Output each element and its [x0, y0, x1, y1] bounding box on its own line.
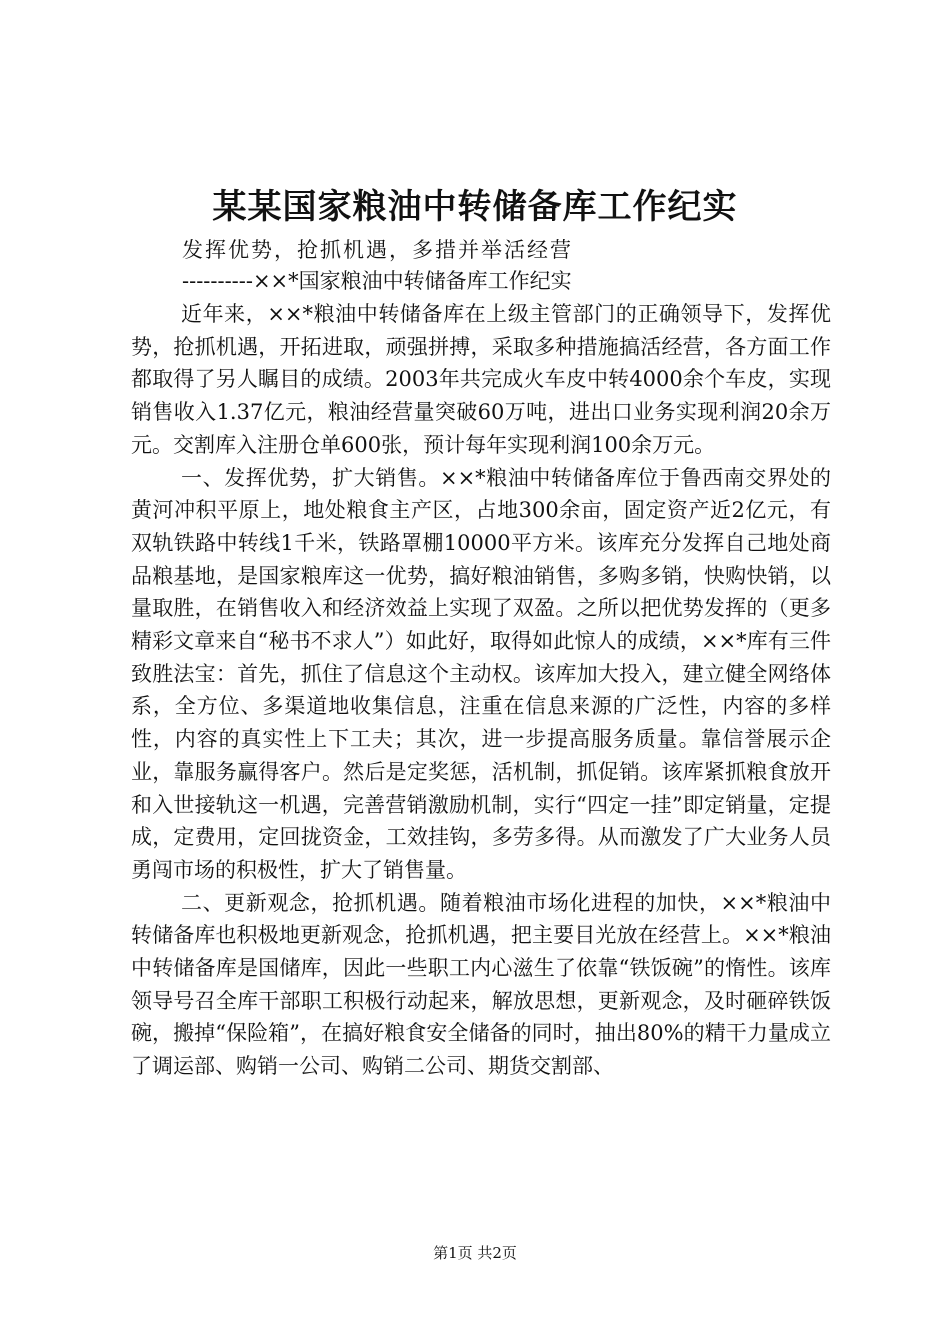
page-number-footer: 第1页 共2页	[433, 1244, 517, 1262]
paragraph-intro: 近年来，××*粮油中转储备库在上级主管部门的正确领导下，发挥优势，抢抓机遇，开拓进取，顽强拼搏，采取多种措施搞活经营，各方面工作都取得了另人瞩目的成绩。2003年共完成火车皮中转4000余个车皮，实现销售收入1.37亿元，粮油经营量突破60万吨，进出口业务实现利润20余万元。交割库入注册仓单600张，预计每年实现利润100余万元。	[131, 302, 831, 457]
paragraph-section-two: 二、更新观念，抢抓机遇。随着粮油市场化进程的加快，××*粮油中转储备库也积极地更新观念，抢抓机遇，把主要目光放在经营上。××*粮油中转储备库是国储库，因此一些职工内心滋生了依靠“铁饭碗”的惰性。该库领导号召全库干部职工积极行动起来，解放思想，更新观念，及时砸碎铁饭碗，搬掉“保险箱”，在搞好粮食安全储备的同时，抽出80%的精干力量成立了调运部、购销一公司、购销二公司、期货交割部、	[131, 890, 831, 1079]
paragraph-section-one: 一、发挥优势，扩大销售。××*粮油中转储备库位于鲁西南交界处的黄河冲积平原上，地处粮食主产区，占地300余亩，固定资产近2亿元，有双轨铁路中转线1千米，铁路罩棚10000平方米。该库充分发挥自己地处商品粮基地，是国家粮库这一优势，搞好粮油销售，多购多销，快购快销，以量取胜，在销售收入和经济效益上实现了双盈。之所以把优势发挥的（更多精彩文章来自“秘书不求人”）如此好，取得如此惊人的成绩，××*库有三件致胜法宝：首先，抓住了信息这个主动权。该库加大投入，建立健全网络体系，全方位、多渠道地收集信息，注重在信息来源的广泛性，内容的多样性，内容的真实性上下工夫；其次，进一步提高服务质量。靠信誉展示企业，靠服务赢得客户。然后是定奖惩，活机制，抓促销。该库紧抓粮食放开和入世接轨这一机遇，完善营销激励机制，实行“四定一挂”即定销量，定提成，定费用，定回拢资金，工效挂钩，多劳多得。从而激发了广大业务人员勇闯市场的积极性，扩大了销售量。	[131, 465, 831, 882]
document-title: 某某国家粮油中转储备库工作纪实	[212, 187, 738, 227]
document-body	[131, 298, 831, 1083]
document-byline: ----------××*国家粮油中转储备库工作纪实	[182, 269, 572, 293]
document-subtitle: 发挥优势，抢抓机遇，多措并举活经营	[182, 238, 573, 262]
